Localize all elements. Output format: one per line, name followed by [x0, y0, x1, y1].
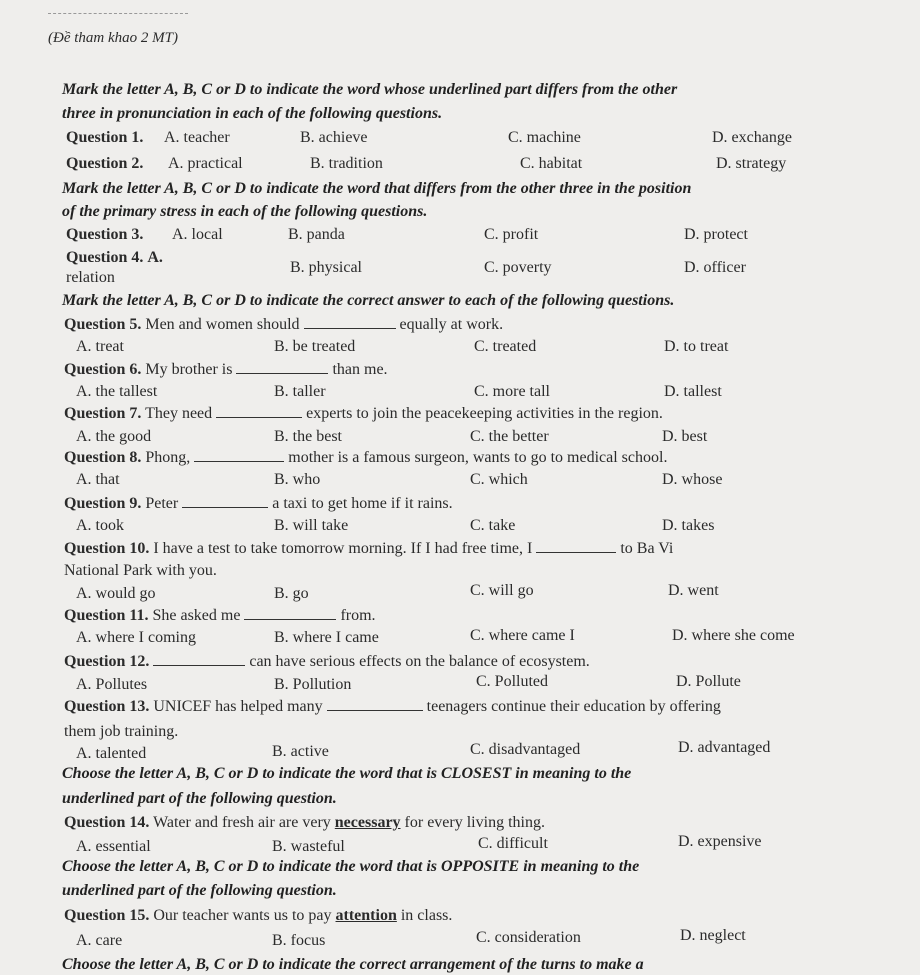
- q15-option-a[interactable]: A. care: [76, 932, 123, 949]
- instruction-opposite-line1: Choose the letter A, B, C or D to indicate the word that is OPPOSITE in meaning to the: [62, 858, 640, 875]
- q5-stem-part1: Men and women should: [145, 316, 300, 333]
- q14-underlined-word: necessary: [334, 814, 401, 831]
- q10-stem-part2: to Ba Vi: [620, 540, 674, 557]
- q10-option-a[interactable]: A. would go: [76, 585, 156, 602]
- q11-option-b[interactable]: B. where I came: [274, 629, 379, 646]
- top-divider: [48, 13, 188, 14]
- q6-option-a[interactable]: A. the tallest: [76, 383, 158, 400]
- q3-option-a[interactable]: A. local: [172, 226, 223, 243]
- q12-stem-part2: can have serious effects on the balance of ecosystem.: [249, 653, 590, 670]
- q13-stem-part1: UNICEF has helped many: [153, 698, 323, 715]
- q12-option-c[interactable]: C. Polluted: [476, 673, 549, 690]
- q12-option-b[interactable]: B. Pollution: [274, 676, 352, 693]
- question-11: [64, 606, 376, 625]
- q5-option-b[interactable]: B. be treated: [274, 338, 356, 355]
- q7-option-b[interactable]: B. the best: [274, 428, 342, 445]
- answer-blank[interactable]: [327, 698, 423, 711]
- q4-option-c[interactable]: C. poverty: [484, 259, 552, 276]
- question-2: [66, 154, 143, 173]
- answer-blank[interactable]: [304, 316, 396, 329]
- q8-option-c[interactable]: C. which: [470, 471, 528, 488]
- q14-stem-part1: Water and fresh air are very: [153, 814, 331, 831]
- instruction-arrangement: Choose the letter A, B, C or D to indicate the correct arrangement of the turns to make a: [62, 956, 644, 973]
- q10-option-c[interactable]: C. will go: [470, 582, 534, 599]
- instruction-pronunciation-line1: Mark the letter A, B, C or D to indicate the word whose underlined part differs from the other: [62, 81, 678, 98]
- q1-option-c[interactable]: C. machine: [508, 129, 581, 146]
- answer-blank[interactable]: [236, 361, 328, 374]
- question-7: [64, 404, 663, 423]
- q13-option-c[interactable]: C. disadvantaged: [470, 741, 581, 758]
- question-label: Question 2.: [66, 155, 144, 172]
- q7-stem-part1: They need: [145, 405, 213, 422]
- q11-option-c[interactable]: C. where came I: [470, 627, 575, 644]
- q14-option-d[interactable]: D. expensive: [678, 833, 762, 850]
- q7-option-d[interactable]: D. best: [662, 428, 708, 445]
- q8-option-a[interactable]: A. that: [76, 471, 120, 488]
- q10-stem-part1: I have a test to take tomorrow morning. If I had free time, I: [153, 540, 533, 557]
- question-label: Question 15.: [64, 907, 150, 924]
- q15-option-d[interactable]: D. neglect: [680, 927, 746, 944]
- instruction-pronunciation-line2: three in pronunciation in each of the following questions.: [62, 105, 443, 122]
- question-label: Question 1.: [66, 129, 144, 146]
- question-label: Question 14.: [64, 814, 150, 831]
- q10-stem-part3: National Park with you.: [64, 562, 217, 579]
- q12-option-a[interactable]: A. Pollutes: [76, 676, 148, 693]
- q11-stem-part2: from.: [340, 607, 376, 624]
- q9-stem-part2: a taxi to get home if it rains.: [272, 495, 453, 512]
- q6-option-b[interactable]: B. taller: [274, 383, 326, 400]
- question-9: [64, 494, 453, 513]
- q14-option-c[interactable]: C. difficult: [478, 835, 548, 852]
- question-label: Question 9.: [64, 495, 142, 512]
- q2-option-a[interactable]: A. practical: [168, 155, 243, 172]
- q10-option-d[interactable]: D. went: [668, 582, 719, 599]
- question-4: [66, 248, 163, 267]
- q15-stem-part1: Our teacher wants us to pay: [153, 907, 332, 924]
- question-label: Question 7.: [64, 405, 142, 422]
- q1-option-a[interactable]: A. teacher: [164, 129, 230, 146]
- answer-blank[interactable]: [153, 653, 245, 666]
- answer-blank[interactable]: [182, 495, 268, 508]
- q14-option-b[interactable]: B. wasteful: [272, 838, 345, 855]
- answer-blank[interactable]: [194, 449, 284, 462]
- q1-option-d[interactable]: D. exchange: [712, 129, 792, 146]
- q4-option-b[interactable]: B. physical: [290, 259, 362, 276]
- q8-stem-part2: mother is a famous surgeon, wants to go to medical school.: [288, 449, 668, 466]
- q9-stem-part1: Peter: [145, 495, 179, 512]
- q7-option-a[interactable]: A. the good: [76, 428, 152, 445]
- q13-option-b[interactable]: B. active: [272, 743, 329, 760]
- answer-blank[interactable]: [244, 607, 336, 620]
- question-label: Question 6.: [64, 361, 142, 378]
- instruction-stress-line1: Mark the letter A, B, C or D to indicate the word that differs from the other three in the position: [62, 180, 692, 197]
- q3-option-c[interactable]: C. profit: [484, 226, 539, 243]
- q14-stem-part2: for every living thing.: [404, 814, 545, 831]
- answer-blank[interactable]: [536, 540, 616, 553]
- q11-stem-part1: She asked me: [152, 607, 241, 624]
- test-header: (Đề tham khao 2 MT): [48, 30, 178, 46]
- q6-option-c[interactable]: C. more tall: [474, 383, 550, 400]
- q2-option-d[interactable]: D. strategy: [716, 155, 787, 172]
- question-1: [66, 128, 143, 147]
- q5-stem-part2: equally at work.: [399, 316, 504, 333]
- question-10: [64, 539, 673, 558]
- q4-option-a[interactable]: relation: [66, 269, 115, 286]
- q4-option-a-letter: A.: [147, 249, 163, 266]
- q2-option-b[interactable]: B. tradition: [310, 155, 383, 172]
- q5-option-c[interactable]: C. treated: [474, 338, 537, 355]
- question-label: Question 3.: [66, 226, 144, 243]
- question-label: Question 12.: [64, 653, 150, 670]
- answer-blank[interactable]: [216, 405, 302, 418]
- q14-option-a[interactable]: A. essential: [76, 838, 151, 855]
- q2-option-c[interactable]: C. habitat: [520, 155, 583, 172]
- instruction-stress-line2: of the primary stress in each of the following questions.: [62, 203, 428, 220]
- q15-option-b[interactable]: B. focus: [272, 932, 326, 949]
- q6-stem-part1: My brother is: [145, 361, 233, 378]
- question-label: Question 11.: [64, 607, 149, 624]
- question-label: Question 13.: [64, 698, 150, 715]
- instruction-closest-line2: underlined part of the following question.: [62, 790, 337, 807]
- q11-option-d[interactable]: D. where she come: [672, 627, 795, 644]
- q9-option-a[interactable]: A. took: [76, 517, 124, 534]
- q3-option-d[interactable]: D. protect: [684, 226, 748, 243]
- q9-option-b[interactable]: B. will take: [274, 517, 349, 534]
- q13-stem-part2: teenagers continue their education by offering: [426, 698, 721, 715]
- question-label: Question 8.: [64, 449, 142, 466]
- q9-option-d[interactable]: D. takes: [662, 517, 715, 534]
- q7-option-c[interactable]: C. the better: [470, 428, 549, 445]
- question-14: [64, 813, 545, 832]
- q15-option-c[interactable]: C. consideration: [476, 929, 581, 946]
- question-3: [66, 225, 143, 244]
- q6-stem-part2: than me.: [332, 361, 388, 378]
- q11-option-a[interactable]: A. where I coming: [76, 629, 196, 646]
- q7-stem-part2: experts to join the peacekeeping activities in the region.: [306, 405, 663, 422]
- q13-stem-part3: them job training.: [64, 723, 179, 740]
- q15-stem-part2: in class.: [400, 907, 453, 924]
- question-15: [64, 906, 452, 925]
- q8-stem-part1: Phong,: [145, 449, 191, 466]
- question-5: [64, 315, 503, 334]
- q13-option-a[interactable]: A. talented: [76, 745, 147, 762]
- question-12: [64, 652, 590, 671]
- question-label: Question 4.: [66, 249, 144, 266]
- question-label: Question 10.: [64, 540, 150, 557]
- q5-option-a[interactable]: A. treat: [76, 338, 124, 355]
- q1-option-b[interactable]: B. achieve: [300, 129, 368, 146]
- question-13: [64, 697, 721, 716]
- q9-option-c[interactable]: C. take: [470, 517, 516, 534]
- question-8: [64, 448, 667, 467]
- instruction-correct-answer: Mark the letter A, B, C or D to indicate the correct answer to each of the following questions.: [62, 292, 675, 309]
- q10-option-b[interactable]: B. go: [274, 585, 309, 602]
- q3-option-b[interactable]: B. panda: [288, 226, 345, 243]
- question-label: Question 5.: [64, 316, 142, 333]
- q8-option-b[interactable]: B. who: [274, 471, 321, 488]
- q13-option-d[interactable]: D. advantaged: [678, 739, 771, 756]
- q12-option-d[interactable]: D. Pollute: [676, 673, 741, 690]
- q4-option-d[interactable]: D. officer: [684, 259, 746, 276]
- instruction-closest-line1: Choose the letter A, B, C or D to indicate the word that is CLOSEST in meaning to the: [62, 765, 632, 782]
- q15-underlined-word: attention: [335, 907, 397, 924]
- q5-option-d[interactable]: D. to treat: [664, 338, 729, 355]
- q8-option-d[interactable]: D. whose: [662, 471, 723, 488]
- q6-option-d[interactable]: D. tallest: [664, 383, 722, 400]
- instruction-opposite-line2: underlined part of the following question.: [62, 882, 337, 899]
- question-6: [64, 360, 388, 379]
